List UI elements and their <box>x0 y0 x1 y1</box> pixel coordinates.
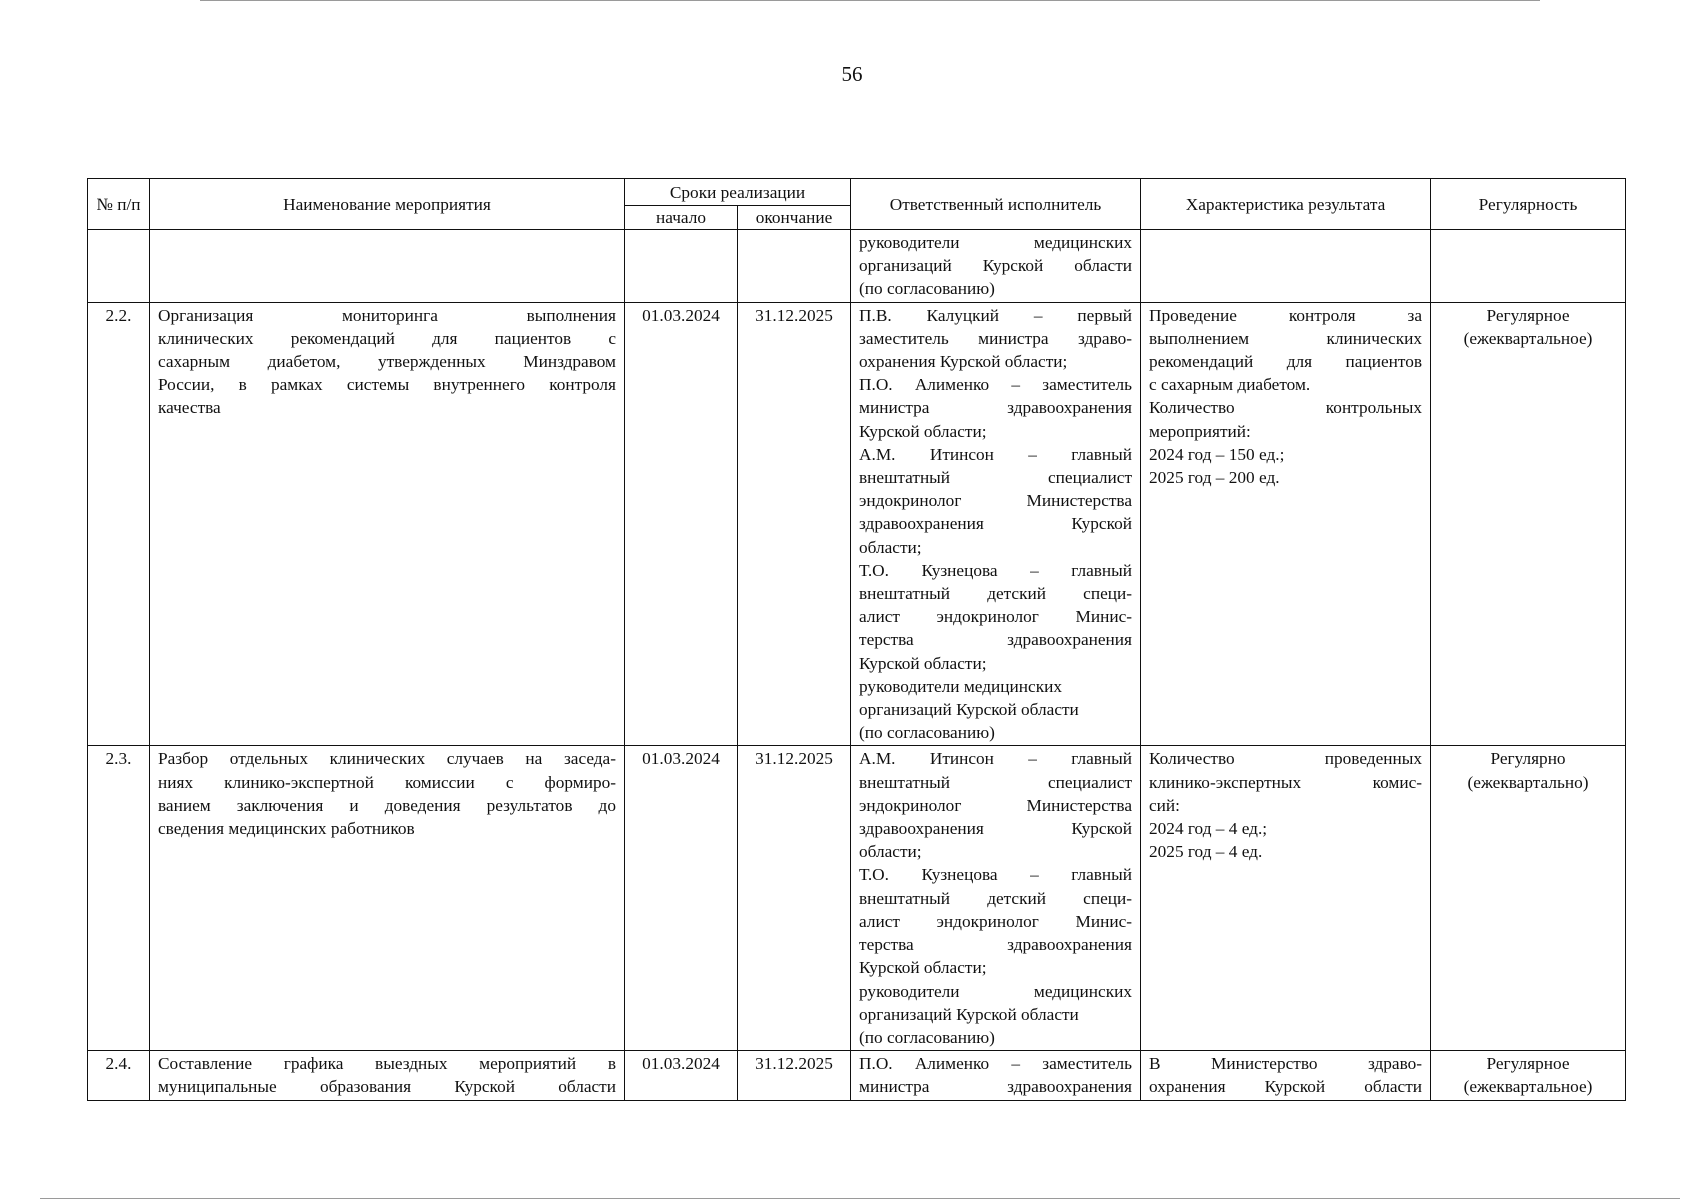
text-line: здравоохранения Курской <box>859 819 1133 839</box>
text-line: клинико-экспертных комис- <box>1149 772 1423 792</box>
text-line: П.О. Алименко – заместитель <box>859 375 1133 395</box>
cell-regularity <box>1431 746 1626 1051</box>
text-line: алист эндокринолог Минис- <box>859 607 1133 627</box>
text-line: внештатный специалист <box>859 468 1133 488</box>
cell-end: 31.12.2025 <box>738 1051 851 1100</box>
regularity-line: Регулярное <box>1486 305 1570 325</box>
header-period: Сроки реализации <box>625 179 851 206</box>
text-line: рекомендаций для пациентов <box>1149 352 1423 372</box>
cell-regularity <box>1431 1051 1626 1100</box>
text-line: В Министерство здраво- <box>1149 1054 1423 1074</box>
text-line: 2024 год – 150 ед.; <box>1149 444 1285 464</box>
text-line: П.О. Алименко – заместитель <box>859 1054 1133 1074</box>
table-row-2-3 <box>88 746 1626 1051</box>
text-line: Т.О. Кузнецова – главный <box>859 865 1133 885</box>
text-line: внештатный специалист <box>859 772 1133 792</box>
cell-responsible <box>851 746 1141 1051</box>
text-line: руководители медицинских <box>859 676 1062 696</box>
text-line: организаций Курской области <box>859 700 1079 720</box>
cell-responsible <box>851 1051 1141 1100</box>
cell-name <box>150 230 625 303</box>
cell-result <box>1141 746 1431 1051</box>
text-line: П.В. Калуцкий – первый <box>859 305 1133 325</box>
text-line: качества <box>158 398 221 418</box>
cell-name <box>150 746 625 1051</box>
cell-start: 01.03.2024 <box>625 302 738 746</box>
text-line: сахарным диабетом, утвержденных Минздравом <box>158 352 616 372</box>
header-result: Характеристика результата <box>1141 179 1431 230</box>
text-line: Организация мониторинга выполнения <box>158 305 616 325</box>
regularity-line: (ежеквартально) <box>1467 772 1589 792</box>
cell-start: 01.03.2024 <box>625 1051 738 1100</box>
cell-num: 2.2. <box>88 302 150 746</box>
text-line: Курской области; <box>859 653 987 673</box>
header-regularity: Регулярность <box>1431 179 1626 230</box>
text-line: Курской области; <box>859 421 987 441</box>
text-line: руководители медицинских <box>859 233 1133 252</box>
header-responsible: Ответственный исполнитель <box>851 179 1141 230</box>
text-line: министра здравоохранения <box>859 398 1133 418</box>
text-line: 2025 год – 4 ед. <box>1149 842 1263 862</box>
regularity-line: Регулярное <box>1486 1054 1570 1074</box>
cell-responsible <box>851 230 1141 303</box>
cell-end <box>738 230 851 303</box>
cell-regularity <box>1431 230 1626 303</box>
text-line: организаций Курской области <box>859 256 1133 276</box>
cell-result <box>1141 1051 1431 1100</box>
text-line: организаций Курской области <box>859 1004 1079 1024</box>
cell-regularity <box>1431 302 1626 746</box>
text-line: 2025 год – 200 ед. <box>1149 468 1280 488</box>
cell-result <box>1141 230 1431 303</box>
cell-num: 2.4. <box>88 1051 150 1100</box>
regularity-line: (ежеквартальное) <box>1463 328 1593 348</box>
text-line: А.М. Итинсон – главный <box>859 444 1133 464</box>
text-line: (по согласованию) <box>859 279 995 299</box>
text-line: внештатный детский специ- <box>859 888 1133 908</box>
text-line: муниципальные образования Курской области <box>158 1077 616 1097</box>
page-number: 56 <box>841 62 863 86</box>
text-line: руководители медицинских <box>859 981 1133 1001</box>
cell-start: 01.03.2024 <box>625 746 738 1051</box>
text-line: области; <box>859 537 922 557</box>
header-num: № п/п <box>88 179 150 230</box>
cell-num <box>88 230 150 303</box>
text-line: 2024 год – 4 ед.; <box>1149 819 1268 839</box>
text-line: (по согласованию) <box>859 1027 995 1047</box>
table-row-continuation <box>88 230 1626 303</box>
text-line: внештатный детский специ- <box>859 584 1133 604</box>
cell-name <box>150 1051 625 1100</box>
text-line: терства здравоохранения <box>859 630 1133 650</box>
table-row-2-4 <box>88 1051 1626 1100</box>
text-line: охранения Курской области; <box>859 352 1068 372</box>
text-line: охранения Курской области <box>1149 1077 1423 1097</box>
text-line: клинических рекомендаций для пациентов с <box>158 328 616 348</box>
scan-artifact-top <box>200 0 1540 1</box>
text-line: А.М. Итинсон – главный <box>859 749 1133 769</box>
text-line: России, в рамках системы внутреннего контроля <box>158 375 616 395</box>
text-line: ниях клинико-экспертной комиссии с формиро- <box>158 772 616 792</box>
text-line: Количество контрольных <box>1149 398 1423 418</box>
cell-start <box>625 230 738 303</box>
text-line: эндокринолог Министерства <box>859 795 1133 815</box>
cell-responsible <box>851 302 1141 746</box>
text-line: сий: <box>1149 795 1180 815</box>
text-line: алист эндокринолог Минис- <box>859 911 1133 931</box>
text-line: выполнением клинических <box>1149 328 1423 348</box>
text-line: мероприятий: <box>1149 421 1251 441</box>
header-start: начало <box>625 206 738 230</box>
action-plan-table <box>87 178 1626 1101</box>
text-line: Проведение контроля за <box>1149 305 1423 325</box>
text-line: министра здравоохранения <box>859 1077 1133 1097</box>
text-line: области; <box>859 842 922 862</box>
scan-artifact-bottom <box>40 1198 1680 1199</box>
header-name: Наименование мероприятия <box>150 179 625 230</box>
regularity-line: Регулярно <box>1490 749 1566 769</box>
table-row-2-2 <box>88 302 1626 746</box>
text-line: Разбор отдельных клинических случаев на заседа- <box>158 749 616 769</box>
text-line: эндокринолог Министерства <box>859 491 1133 511</box>
text-line: (по согласованию) <box>859 723 995 743</box>
text-line: с сахарным диабетом. <box>1149 375 1311 395</box>
text-line: Составление графика выездных мероприятий в <box>158 1054 616 1074</box>
text-line: Т.О. Кузнецова – главный <box>859 560 1133 580</box>
text-line: терства здравоохранения <box>859 935 1133 955</box>
text-line: Количество проведенных <box>1149 749 1423 769</box>
regularity-line: (ежеквартальное) <box>1463 1077 1593 1097</box>
text-line: Курской области; <box>859 958 987 978</box>
cell-end: 31.12.2025 <box>738 746 851 1051</box>
text-line: ванием заключения и доведения результатов до <box>158 795 616 815</box>
cell-result <box>1141 302 1431 746</box>
cell-end: 31.12.2025 <box>738 302 851 746</box>
text-line: заместитель министра здраво- <box>859 328 1133 348</box>
cell-name <box>150 302 625 746</box>
header-end: окончание <box>738 206 851 230</box>
text-line: сведения медицинских работников <box>158 819 415 839</box>
cell-num: 2.3. <box>88 746 150 1051</box>
text-line: здравоохранения Курской <box>859 514 1133 534</box>
